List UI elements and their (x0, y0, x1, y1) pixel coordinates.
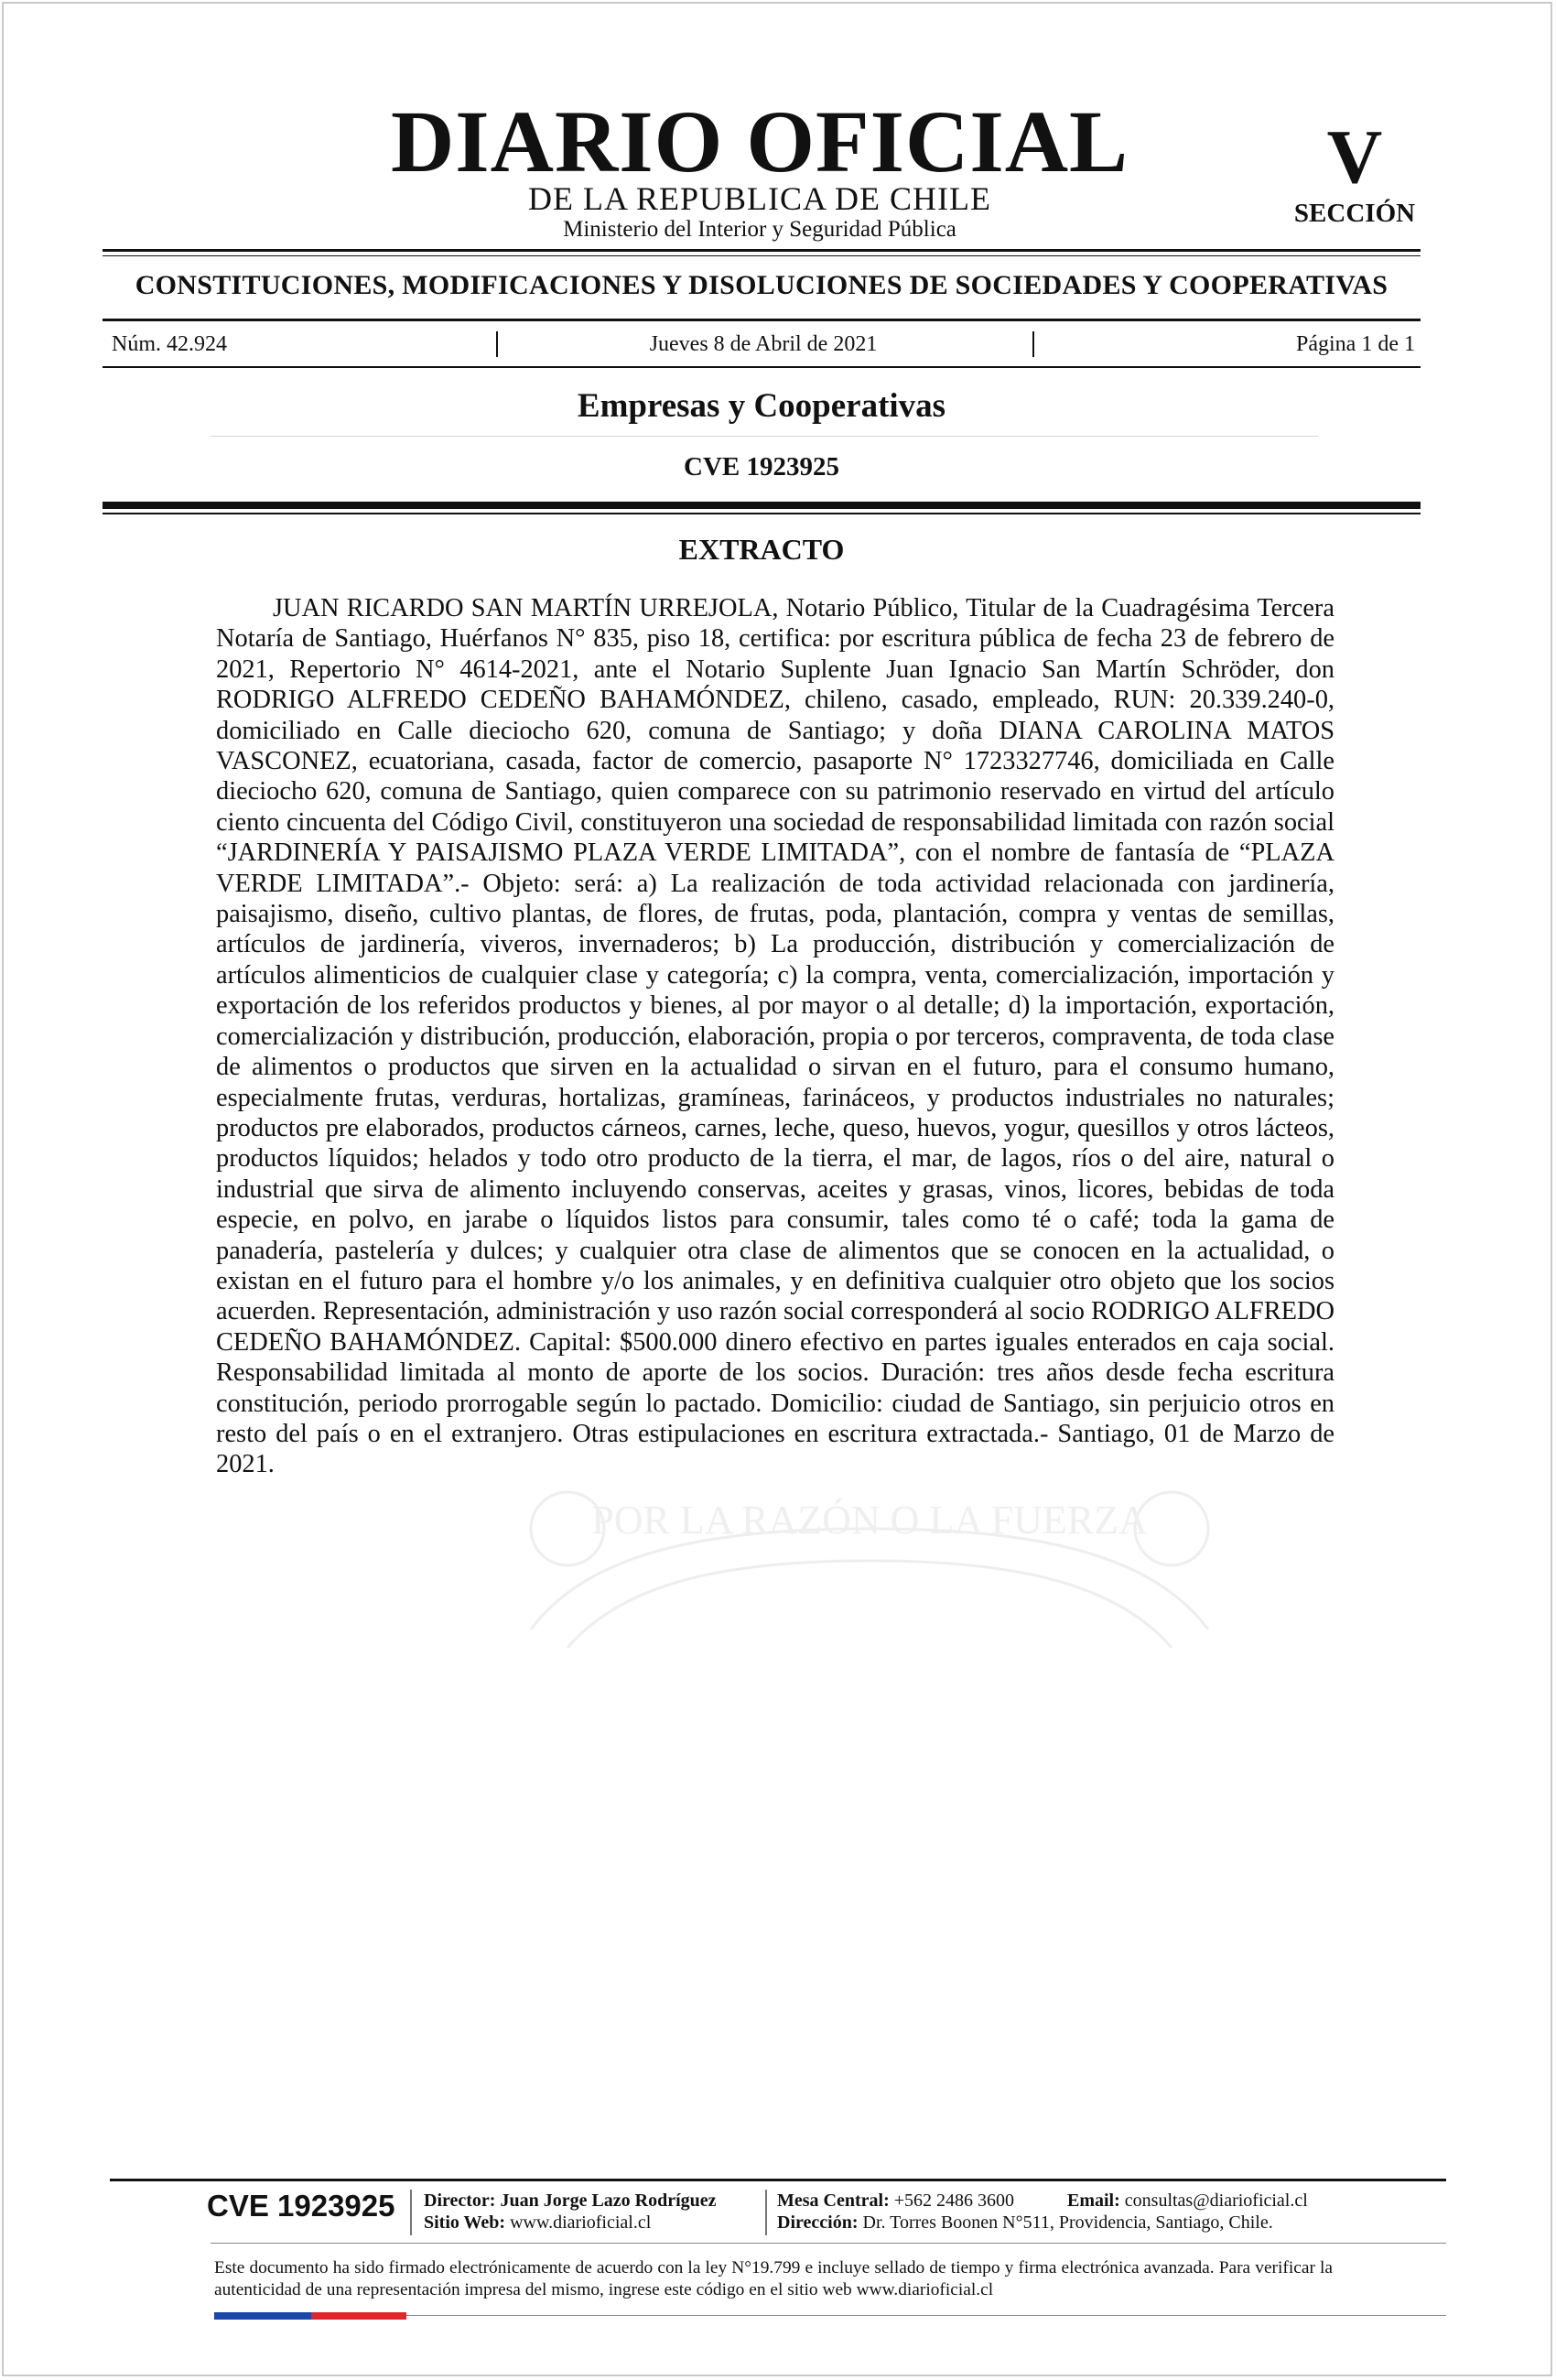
newspaper-title: DIARIO OFICIAL (390, 92, 1129, 190)
footer-email (1067, 2190, 1308, 2212)
director-name: Juan Jorge Lazo Rodríguez (500, 2191, 717, 2211)
email-label: Email: (1067, 2191, 1120, 2211)
info-rule-top (103, 319, 1421, 321)
heading-divider (211, 436, 1318, 437)
page-indicator: Página 1 de 1 (1296, 332, 1415, 356)
newspaper-subtitle: DE LA REPUBLICA DE CHILE (528, 180, 991, 217)
footer-website (424, 2212, 651, 2234)
header-rule (103, 249, 1421, 252)
extract-title: EXTRACTO (678, 533, 845, 566)
signature-notice: Este documento ha sido firmado electrónicamente de acuerdo con la ley N°19.799 e incluye sellado de tiempo y firma electrónica avanzada. Para verificar la autenticidad de una representación impresa del mismo, ingrese este código en el sitio web www.diarioficial.cl (214, 2258, 1333, 2299)
footer-address (777, 2212, 1273, 2234)
extract-body: JUAN RICARDO SAN MARTÍN URREJOLA, Notario Público, Titular de la Cuadragésima Tercera Notaría de Santiago, Huérfanos N° 835, piso 18, certifica: por escritura pública de fecha 23 de febrero de 2021, Repertorio N° 4614-2021, ante el Notario Suplente Juan Ignacio San Martín Schröder, don RODRIGO ALFREDO CEDEÑO BAHAMÓNDEZ, chileno, casado, empleado, RUN: 20.339.240-0, domiciliado en Calle dieciocho 620, comuna de Santiago; y doña DIANA CAROLINA MATOS VASCONEZ, ecuatoriana, casada, factor de comercio, pasaporte N° 1723327746, domiciliada en Calle dieciocho 620, comuna de Santiago, quien comparece con su patrimonio reservado en virtud del artículo ciento cincuenta del Código Civil, constituyeron una sociedad de responsabilidad limitada con razón social “JARDINERÍA Y PAISAJISMO PLAZA VERDE LIMITADA”, con el nombre de fantasía de “PLAZA VERDE LIMITADA”.- Objeto: será: a) La realización de toda actividad relacionada con jardinería, paisajismo, diseño, cultivo plantas, de flores, de frutas, poda, plantación, compra y ventas de semillas, artículos de jardinería, viveros, invernaderos; b) La producción, distribución y comercialización de artículos alimenticios de cualquier clase y categoría; c) la compra, venta, comercialización, importación y exportación de los referidos productos y bienes, al por mayor o al detalle; d) la importación, exportación, comercialización y distribución, producción, elaboración, propia o por terceros, compraventa, de toda clase de alimentos o productos que sirven en la actualidad o sirvan en el futuro, para el consumo humano, especialmente frutas, verduras, hortalizas, gramíneas, farináceos, y productos industriales no naturales; productos pre elaborados, productos cárneos, carnes, leche, queso, huevos, yogur, quesillos y otros lácteos, productos líquidos; helados y todo otro producto de la tierra, el mar, de lagos, ríos o del aire, natural o industrial que sirva de alimento incluyendo conservas, aceites y grasas, vinos, licores, bebidas de toda especie, en polvo, en jarabe o líquidos listos para consumir, tales como té o café; toda la gama de panadería, pastelería y dulces; y cualquier otra clase de alimentos que se conocen en la actualidad, o existan en el futuro para el hombre y/o los animales, y en definitiva cualquier otro objeto que los socios acuerden. Representación, administración y uso razón social corresponderá al socio RODRIGO ALFREDO CEDEÑO BAHAMÓNDEZ. Capital: $500.000 dinero efectivo en partes iguales enterados en caja social. Responsabilidad limitada al monto de aporte de los socios. Duración: tres años desde fecha escritura constitución, periodo prorrogable según lo pactado. Domicilio: ciudad de Santiago, sin perjuicio otros en resto del país o en el extranjero. Otras estipulaciones en escritura extractada.- Santiago, 01 de Marzo de 2021. (216, 594, 1334, 1479)
issue-date: Jueves 8 de Abril de 2021 (649, 332, 878, 356)
address-text: Dr. Torres Boonen N°511, Providencia, Santiago, Chile. (862, 2212, 1273, 2233)
flag-stripe-red (311, 2312, 406, 2320)
cve-code: CVE 1923925 (684, 452, 839, 481)
website-link[interactable]: www.diarioficial.cl (510, 2212, 652, 2233)
section-heading: Empresas y Cooperativas (577, 387, 946, 425)
issue-number: Núm. 42.924 (112, 332, 227, 356)
phone-number: +562 2486 3600 (893, 2191, 1015, 2211)
footer-divider (211, 2243, 1446, 2244)
footer-rule (110, 2179, 1446, 2181)
section-letter: V (1326, 114, 1383, 200)
footer-bottom-rule (406, 2315, 1446, 2316)
category-heading: CONSTITUCIONES, MODIFICACIONES Y DISOLUCIONES DE SOCIEDADES Y COOPERATIVAS (135, 270, 1389, 300)
footer-phone (777, 2190, 1014, 2212)
thin-divider (103, 513, 1421, 514)
footer-cve: CVE 1923925 (207, 2189, 395, 2223)
watermark-motto: POR LA RAZÓN O LA FUERZA (591, 1498, 1148, 1542)
email-link[interactable]: consultas@diarioficial.cl (1124, 2191, 1308, 2211)
section-label: SECCIÓN (1293, 199, 1416, 228)
footer-separator (765, 2190, 767, 2235)
director-label: Director: (424, 2191, 496, 2211)
address-label: Dirección: (777, 2212, 859, 2233)
ministry-line: Ministerio del Interior y Seguridad Pública (563, 217, 956, 242)
flag-stripe-blue (214, 2312, 311, 2320)
website-label: Sitio Web: (424, 2212, 506, 2233)
info-rule-bottom (103, 366, 1421, 368)
header-rule-thin (103, 255, 1421, 256)
info-separator (1032, 331, 1034, 357)
footer-director (424, 2190, 717, 2212)
phone-label: Mesa Central: (777, 2191, 890, 2211)
thick-divider (103, 502, 1421, 509)
footer-separator (410, 2190, 412, 2235)
issue-info-row (112, 328, 1415, 361)
